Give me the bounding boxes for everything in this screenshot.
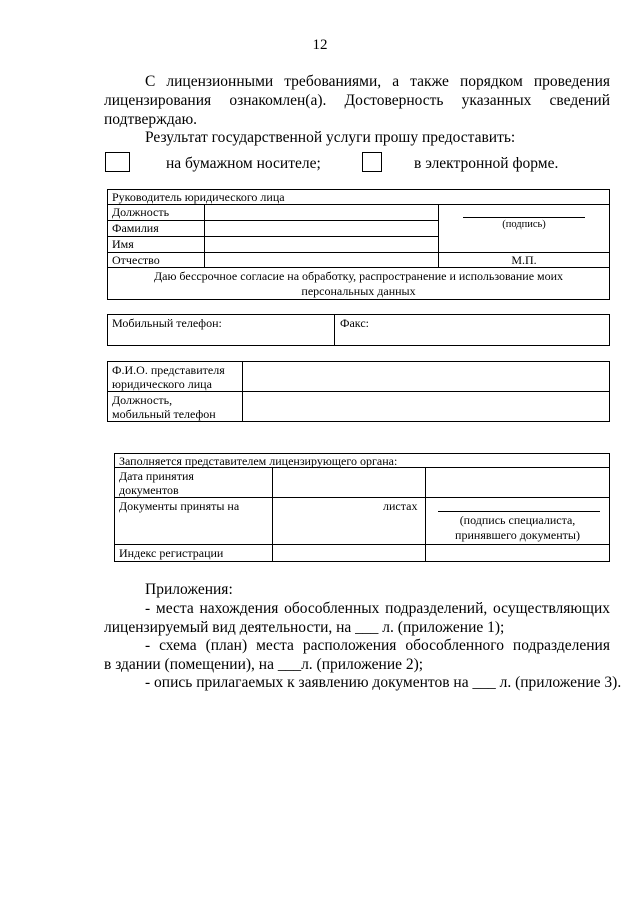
head-row-patronymic: Отчество (112, 253, 160, 267)
page-number: 12 (312, 37, 328, 53)
registration-index-extra-field[interactable] (427, 546, 608, 560)
mobile-phone-label: Мобильный телефон: (112, 316, 222, 330)
appendix-2-line-1: - схема (план) места расположения обособленного подразделения (145, 637, 610, 654)
mobile-phone-field[interactable] (215, 316, 331, 344)
intro-line-2: лицензирования ознакомлен(а). Достоверность указанных сведений (104, 92, 610, 109)
representative-position-line-1: Должность, (112, 393, 173, 407)
appendix-1-line-2: лицензируемый вид деятельности, на ___ л. (приложение 1); (104, 619, 505, 636)
intro-line-4: Результат государственной услуги прошу предоставить: (145, 129, 516, 146)
head-row-position: Должность (112, 205, 170, 219)
authority-title: Заполняется представителем лицензирующего органа: (119, 454, 398, 468)
electronic-option-label: в электронной форме. (414, 155, 559, 172)
specialist-sign-line-1: (подпись специалиста, (459, 513, 576, 527)
docs-accepted-label: Документы приняты на (119, 499, 240, 513)
specialist-sign-line-2: принявшего документы) (455, 528, 580, 542)
intro-line-3: подтверждаю. (104, 111, 198, 128)
intro-line-1: С лицензионными требованиями, а также порядком проведения (145, 73, 610, 90)
acceptance-date-field[interactable] (274, 469, 423, 495)
appendix-1-line-1: - места нахождения обособленных подразделений, осуществляющих (145, 600, 610, 617)
head-position-field[interactable] (206, 205, 436, 219)
consent-line-2: персональных данных (301, 284, 416, 298)
representative-fio-line-2: юридического лица (112, 377, 212, 391)
head-row-name: Имя (112, 237, 134, 251)
representative-position-field[interactable] (244, 393, 608, 420)
appendices-title: Приложения: (145, 581, 233, 598)
appendix-3-line-1: - опись прилагаемых к заявлению документов на ___ л. (приложение 3). (145, 674, 622, 691)
head-row-surname: Фамилия (112, 221, 159, 235)
appendix-2-line-2: в здании (помещении), на ___л. (приложение 2); (104, 656, 424, 673)
fax-field[interactable] (372, 316, 607, 344)
representative-fio-line-1: Ф.И.О. представителя (112, 363, 225, 377)
head-name-field[interactable] (206, 237, 436, 251)
registration-index-field[interactable] (274, 546, 423, 560)
head-table-title: Руководитель юридического лица (112, 190, 285, 204)
fax-label: Факс: (340, 316, 369, 330)
acceptance-date-extra-field[interactable] (427, 469, 608, 495)
acceptance-date-line-1: Дата принятия (119, 469, 194, 483)
sheets-label: листах (383, 499, 418, 513)
head-patronymic-field[interactable] (206, 253, 436, 266)
paper-option-label: на бумажном носителе; (166, 155, 321, 172)
head-surname-field[interactable] (206, 221, 436, 235)
registration-index-label: Индекс регистрации (119, 546, 224, 560)
paper-checkbox[interactable] (105, 152, 130, 172)
acceptance-date-line-2: документов (119, 483, 179, 497)
head-signature-caption: (подпись) (502, 219, 546, 230)
representative-fio-field[interactable] (244, 363, 608, 390)
electronic-checkbox[interactable] (362, 152, 382, 172)
stamp-label: М.П. (511, 253, 537, 267)
consent-line-1: Даю бессрочное согласие на обработку, распространение и использование моих (153, 269, 564, 283)
sheet-count-field[interactable] (274, 499, 379, 542)
representative-position-line-2: мобильный телефон (112, 407, 216, 421)
specialist-signature-line (438, 511, 600, 512)
